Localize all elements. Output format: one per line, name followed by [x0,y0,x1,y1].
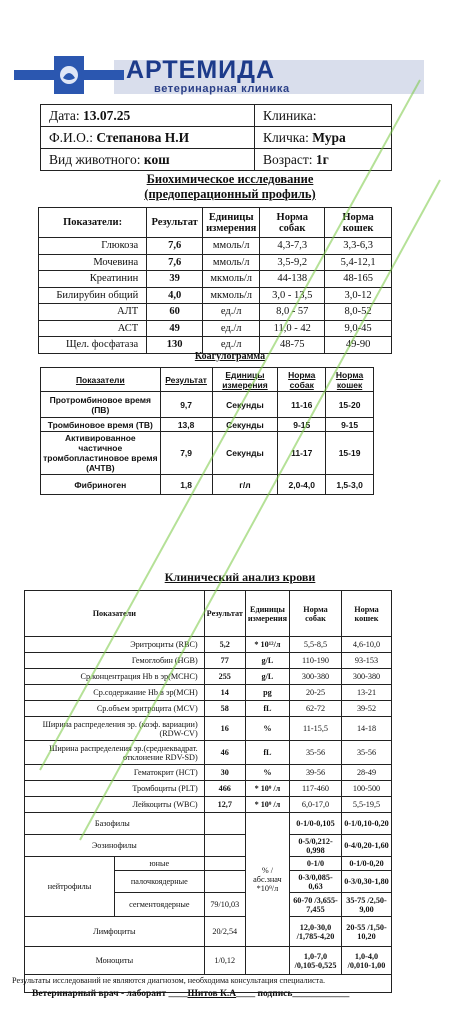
coag-unit: г/л [212,475,278,495]
seg-cat: 35-75 /2,50-9,00 [342,893,392,917]
bio-result: 7,6 [147,254,203,271]
lymph-cat: 20-55 /1,50-10,20 [342,917,392,947]
basophils-result [204,813,245,835]
pet-name-value: Мура [312,129,346,145]
eosinophils-cat: 0-4/0,20-1,60 [342,835,392,857]
blood-norm-dog: 39-56 [290,765,342,781]
seg-result: 79/10,03 [204,893,245,917]
blood-name: Гемоглобин (HGB) [25,653,205,669]
bio-norm-cat: 48-165 [325,271,392,288]
young-result [204,857,245,871]
bio-norm-cat: 3,0-12 [325,287,392,304]
bio-norm-cat: 3,3-6,3 [325,238,392,255]
coag-header: Показатели [41,368,161,392]
coag-row [41,418,374,432]
young-label: юные [115,857,205,871]
bio-row [39,320,392,337]
blood-name: Эритроциты (RBC) [25,637,205,653]
blood-norm-dog: 6,0-17,0 [290,797,342,813]
blood-row [25,797,392,813]
blood-title: Клинический анализ крови [164,570,316,584]
band-dog: 0-3/0,085-0,63 [290,871,342,893]
bio-row [39,287,392,304]
blood-name: Тромбоциты (PLT) [25,781,205,797]
blood-header: Показатели [25,591,205,637]
blood-header: Норма собак [290,591,342,637]
coag-norm-cat: 15-20 [326,392,374,418]
coag-norm-cat: 15-19 [326,432,374,475]
coag-row [41,475,374,495]
bio-norm-dog: 11,0 - 42 [260,320,325,337]
blood-result: 255 [204,669,245,685]
pet-name-cell: Кличка: Мура [255,127,392,149]
blood-norm-cat: 39-52 [342,701,392,717]
blood-row [25,653,392,669]
eosinophils-dog: 0-5/0,212-0,998 [290,835,342,857]
blood-result: 46 [204,741,245,765]
blood-norm-cat: 13-21 [342,685,392,701]
blood-analysis-table [24,590,392,993]
coag-result: 7,9 [160,432,212,475]
bio-norm-dog: 44-138 [260,271,325,288]
bio-unit: мкмоль/л [203,271,260,288]
bio-norm-dog: 8,0 - 57 [260,304,325,321]
coag-header: Норма собак [278,368,326,392]
biochemistry-table [38,207,392,354]
eosinophils-result [204,835,245,857]
blood-unit: fL [245,701,289,717]
blood-result: 5,2 [204,637,245,653]
basophils-label: Базофилы [25,813,205,835]
blood-norm-dog: 300-380 [290,669,342,685]
bio-unit: ед./л [203,337,260,354]
lymph-dog: 12,0-30,0 /1,785-4,20 [290,917,342,947]
coag-result: 9,7 [160,392,212,418]
coag-unit: Секунды [212,418,278,432]
bio-name: Глюкоза [39,238,147,255]
bio-header: Норма собак [260,208,325,238]
mono-dog: 1,0-7,0 /0,105-0,525 [290,947,342,975]
band-cat: 0-3/0,30-1,80 [342,871,392,893]
blood-row [25,685,392,701]
coag-name: Тромбиновое время (ТВ) [41,418,161,432]
coag-norm-dog: 11-17 [278,432,326,475]
bio-result: 7,6 [147,238,203,255]
bio-result: 60 [147,304,203,321]
coag-result: 1,8 [160,475,212,495]
young-dog: 0-1/0 [290,857,342,871]
bio-result: 49 [147,320,203,337]
seg-dog: 60-70 /3,655-7,455 [290,893,342,917]
coagulogram-table [40,367,374,495]
blood-row [25,765,392,781]
coag-name: Фибриноген [41,475,161,495]
blood-name: Ширина распределения эр. (коэф. вариации) (RDW-CV) [25,717,205,741]
coag-norm-dog: 11-16 [278,392,326,418]
blood-unit: pg [245,685,289,701]
blood-name: Гематокрит (HCT) [25,765,205,781]
mono-cat: 1,0-4,0 /0,010-1,00 [342,947,392,975]
blood-norm-cat: 14-18 [342,717,392,741]
coag-norm-cat: 9-15 [326,418,374,432]
blood-result: 466 [204,781,245,797]
blood-header: Результат [204,591,245,637]
blood-norm-dog: 110-190 [290,653,342,669]
owner-cell: Ф.И.О.: Степанова Н.И [41,127,255,149]
blood-norm-cat: 300-380 [342,669,392,685]
coag-row [41,392,374,418]
bio-header: Норма кошек [325,208,392,238]
blood-unit: g/L [245,669,289,685]
species-value: кош [143,151,170,167]
blood-norm-cat: 5,5-19,5 [342,797,392,813]
blood-norm-dog: 5,5-8,5 [290,637,342,653]
lymph-label: Лимфоциты [25,917,205,947]
bio-norm-cat: 8,0-52 [325,304,392,321]
blood-norm-cat: 100-500 [342,781,392,797]
clinic-logo [14,56,434,94]
blood-unit: g/L [245,653,289,669]
bio-result: 130 [147,337,203,354]
bio-unit: ед./л [203,304,260,321]
bio-header: Результат [147,208,203,238]
bio-norm-dog: 3,0 - 13,5 [260,287,325,304]
date-cell: Дата: 13.07.25 [41,105,255,127]
blood-row [25,781,392,797]
coag-header: Единицы измерения [212,368,278,392]
bio-name: Щел. фосфатаза [39,337,147,354]
doctor-signature-line: Ветеринарный врач - лаборант ____Шитов К.А____ подпись____________ [32,989,350,999]
neutrophils-label: нейтрофилы [25,857,115,917]
bio-result: 4,0 [147,287,203,304]
blood-result: 30 [204,765,245,781]
bio-result: 39 [147,271,203,288]
blood-name: Лейкоциты (WBC) [25,797,205,813]
coag-norm-cat: 1,5-3,0 [326,475,374,495]
logo-subtitle: ветеринарная клиника [154,83,290,95]
lymph-result: 20/2,54 [204,917,245,947]
blood-norm-dog: 20-25 [290,685,342,701]
band-label: палочкоядерные [115,871,205,893]
bio-unit: ед./л [203,320,260,337]
blood-header: Норма кошек [342,591,392,637]
blood-result: 77 [204,653,245,669]
bio-row [39,271,392,288]
coag-norm-dog: 9-15 [278,418,326,432]
coag-title: Коагулограмма [194,351,266,362]
blood-norm-dog: 11-15,5 [290,717,342,741]
seg-label: сегментоядерные [115,893,205,917]
bio-unit: мкмоль/л [203,287,260,304]
mono-label: Моноциты [25,947,205,975]
mono-unit [245,947,289,975]
coag-unit: Секунды [212,432,278,475]
blood-unit: * 10¹²/л [245,637,289,653]
coag-unit: Секунды [212,392,278,418]
clinic-cell: Клиника: [255,105,392,127]
bio-norm-cat: 49-90 [325,337,392,354]
mono-result: 1/0,12 [204,947,245,975]
blood-unit: fL [245,741,289,765]
blood-row [25,637,392,653]
blood-result: 58 [204,701,245,717]
age-value: 1г [315,151,329,167]
bio-row [39,238,392,255]
species-cell: Вид животного: кош [41,149,255,171]
patient-info-table [40,104,392,171]
blood-row [25,701,392,717]
blood-norm-cat: 35-56 [342,741,392,765]
blood-norm-dog: 62-72 [290,701,342,717]
basophils-dog: 0-1/0-0,105 [290,813,342,835]
bio-unit: ммоль/л [203,254,260,271]
blood-norm-cat: 4,6-10,0 [342,637,392,653]
blood-name: Ср.объем эритроцита (MCV) [25,701,205,717]
bio-header: Показатели: [39,208,147,238]
date-value: 13.07.25 [83,107,131,123]
blood-result: 12,7 [204,797,245,813]
bio-row [39,254,392,271]
coag-name: Протромбиновое время (ПВ) [41,392,161,418]
bio-name: Билирубин общий [39,287,147,304]
bio-name: Креатинин [39,271,147,288]
band-result [204,871,245,893]
disclaimer-text: Результаты исследований не являются диагнозом, необходима консультация специалиста. [12,976,326,985]
blood-row [25,717,392,741]
bio-unit: ммоль/л [203,238,260,255]
blood-norm-cat: 28-49 [342,765,392,781]
blood-result: 16 [204,717,245,741]
blood-result: 14 [204,685,245,701]
bio-name: АЛТ [39,304,147,321]
bio-norm-dog: 4,3-7,3 [260,238,325,255]
bio-norm-dog: 48-75 [260,337,325,354]
coag-row [41,432,374,475]
blood-header: Единицы измерения [245,591,289,637]
bio-name: АСТ [39,320,147,337]
coag-header: Результат [160,368,212,392]
basophils-cat: 0-1/0,10-0,20 [342,813,392,835]
blood-norm-dog: 117-460 [290,781,342,797]
blood-unit: * 10⁹ /л [245,781,289,797]
blood-norm-dog: 35-56 [290,741,342,765]
coag-header: Норма кошек [326,368,374,392]
coag-name: Активированное частичное тромбопластиновое время (АЧТВ) [41,432,161,475]
age-cell: Возраст: 1г [255,149,392,171]
bio-norm-cat: 5,4-12,1 [325,254,392,271]
coag-result: 13,8 [160,418,212,432]
blood-name: Ширина распределения эр.(среднеквадрат. отклонение RDV-SD) [25,741,205,765]
doctor-name: Шитов К.А [187,989,237,999]
bio-title: Биохимическое исследование [146,172,314,186]
blood-unit: * 10⁹ /л [245,797,289,813]
bio-subtitle: (предоперационный профиль) [144,187,316,201]
vet-cross-icon [14,56,134,94]
bio-row [39,304,392,321]
bio-name: Мочевина [39,254,147,271]
blood-name: Ср.концентрация Hb в эр(MCHC) [25,669,205,685]
bio-norm-dog: 3,5-9,2 [260,254,325,271]
bio-header: Единицы измерения [203,208,260,238]
logo-name: АРТЕМИДА [126,56,276,84]
wbc-unit: % /абс.знач *10⁹/л [245,813,289,947]
owner-value: Степанова Н.И [96,129,190,145]
eosinophils-label: Эозинофилы [25,835,205,857]
blood-name: Ср.содержание Hb в эр(MCH) [25,685,205,701]
bio-norm-cat: 9,0-45 [325,320,392,337]
young-cat: 0-1/0-0,20 [342,857,392,871]
blood-unit: % [245,765,289,781]
blood-unit: % [245,717,289,741]
blood-row [25,741,392,765]
blood-norm-cat: 93-153 [342,653,392,669]
blood-row [25,669,392,685]
coag-norm-dog: 2,0-4,0 [278,475,326,495]
